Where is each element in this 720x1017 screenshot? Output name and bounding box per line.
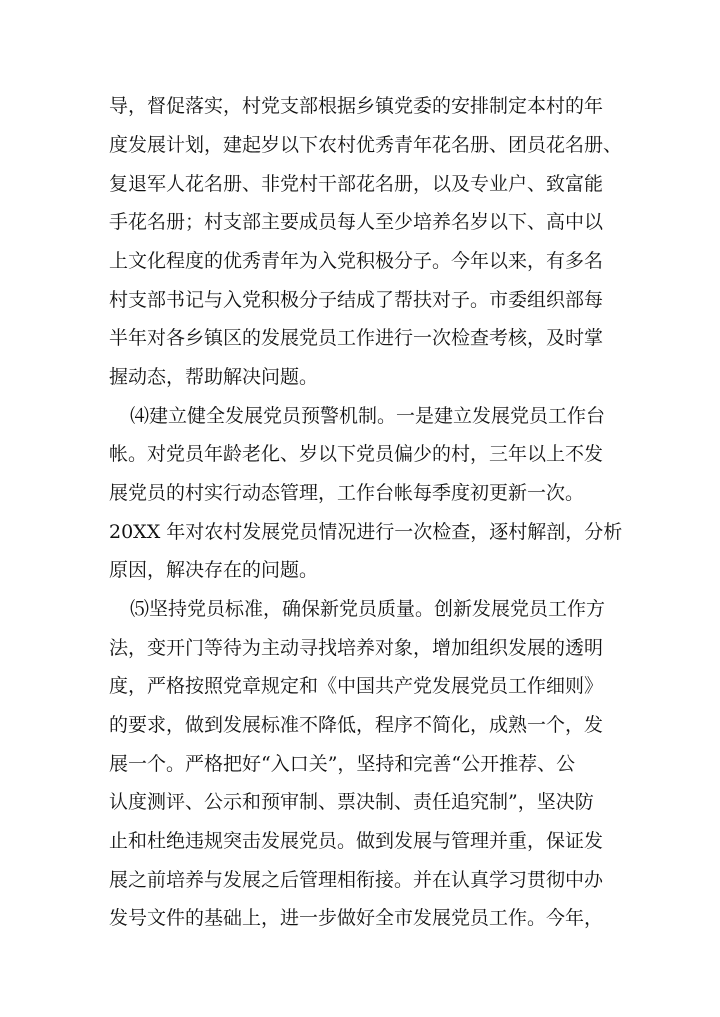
text-line: 复退军人花名册、非党村干部花名册，以及专业户、致富能	[109, 173, 604, 195]
text-line: 展一个。严格把好“入口关”，坚持和完善“公开推荐、公	[109, 753, 576, 775]
text-line: 展之前培养与发展之后管理相衔接。并在认真学习贯彻中办	[109, 869, 604, 891]
text-line: 发号文件的基础上，进一步做好全市发展党员工作。今年，	[109, 907, 604, 929]
text-line: 的要求，做到发展标准不降低，程序不简化，成熟一个，发	[109, 714, 604, 736]
text-line: 原因，解决存在的问题。	[109, 559, 319, 581]
text-line: 止和杜绝违规突击发展党员。做到发展与管理并重，保证发	[109, 830, 604, 852]
text-line: 帐。对党员年龄老化、岁以下党员偏少的村，三年以上不发	[109, 443, 604, 465]
text-line: 手花名册；村支部主要成员每人至少培养名岁以下、高中以	[109, 211, 604, 233]
paragraph-first-line: ⑸坚持党员标准，确保新党员质量。创新发展党员工作方	[130, 598, 606, 620]
text-line: 度发展计划，建起岁以下农村优秀青年花名册、团员花名册、	[109, 134, 623, 156]
text-line: 导，督促落实，村党支部根据乡镇党委的安排制定本村的年	[109, 95, 604, 117]
paragraph-first-line: ⑷建立健全发展党员预警机制。一是建立发展党员工作台	[130, 405, 606, 427]
text-line: 上文化程度的优秀青年为入党积极分子。今年以来，有多名	[109, 250, 604, 272]
text-line: 20XX 年对农村发展党员情况进行一次检查，逐村解剖，分析	[109, 521, 623, 543]
text-line: 半年对各乡镇区的发展党员工作进行一次检查考核，及时掌	[109, 327, 604, 349]
text-line: 法，变开门等待为主动寻找培养对象，增加组织发展的透明	[109, 637, 604, 659]
text-line: 度，严格按照党章规定和《中国共产党发展党员工作细则》	[109, 675, 604, 697]
text-line: 村支部书记与入党积极分子结成了帮扶对子。市委组织部每	[109, 289, 604, 311]
text-line: 握动态，帮助解决问题。	[109, 366, 319, 388]
text-line: 认度测评、公示和预审制、票决制、责任追究制”，坚决防	[109, 791, 594, 813]
text-line: 展党员的村实行动态管理，工作台帐每季度初更新一次。	[109, 482, 585, 504]
